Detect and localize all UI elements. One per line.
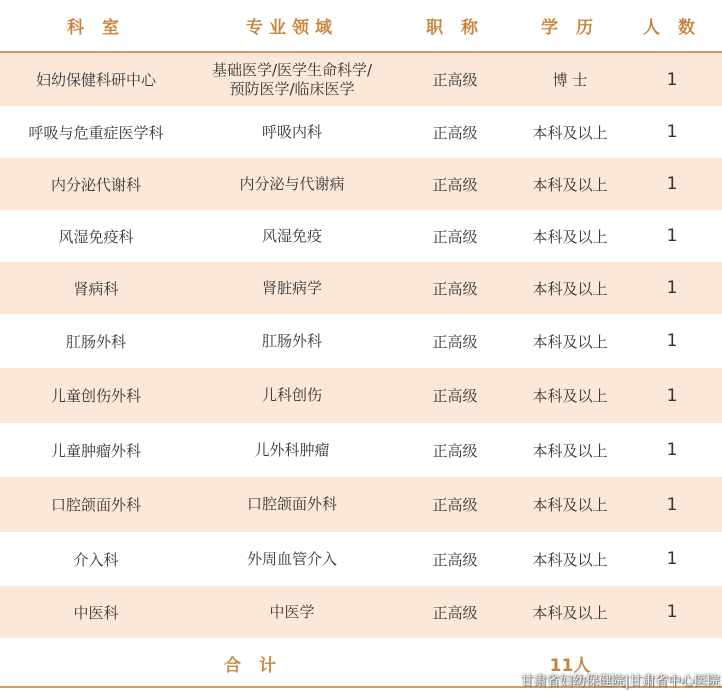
table-row: [0, 368, 722, 423]
field-cell: 口腔颌面外科: [192, 477, 392, 532]
table-header-row: [0, 0, 722, 52]
field-cell: 呼吸内科: [192, 106, 392, 158]
title-cell: 正高级: [392, 314, 518, 368]
header-title: 职 称: [392, 0, 518, 52]
field-cell: 儿外科肿瘤: [192, 423, 392, 477]
count-cell: 1: [622, 532, 722, 586]
title-cell: 正高级: [392, 532, 518, 586]
education-cell: 本科及以上: [518, 158, 622, 210]
field-cell: 儿科创伤: [192, 368, 392, 423]
table-row: [0, 210, 722, 262]
education-cell: 本科及以上: [518, 532, 622, 586]
dept-cell: 介入科: [0, 532, 192, 586]
count-cell: 1: [622, 314, 722, 368]
title-cell: 正高级: [392, 586, 518, 638]
title-cell: 正高级: [392, 262, 518, 314]
table-row: [0, 52, 722, 106]
education-cell: 博 士: [518, 52, 622, 106]
education-cell: 本科及以上: [518, 477, 622, 532]
count-cell: 1: [622, 262, 722, 314]
education-cell: 本科及以上: [518, 423, 622, 477]
table-row: [0, 262, 722, 314]
table-row: [0, 158, 722, 210]
title-cell: 正高级: [392, 106, 518, 158]
field-cell: 肛肠外科: [192, 314, 392, 368]
education-cell: 本科及以上: [518, 210, 622, 262]
dept-cell: 儿童创伤外科: [0, 368, 192, 423]
total-value: 11人: [518, 638, 622, 688]
education-cell: 本科及以上: [518, 314, 622, 368]
table-row: [0, 106, 722, 158]
count-cell: 1: [622, 106, 722, 158]
count-cell: 1: [622, 158, 722, 210]
education-cell: 本科及以上: [518, 106, 622, 158]
dept-cell: 口腔颌面外科: [0, 477, 192, 532]
header-field: 专业领域: [192, 0, 392, 52]
dept-cell: 风湿免疫科: [0, 210, 192, 262]
field-cell: 肾脏病学: [192, 262, 392, 314]
dept-cell: 儿童肿瘤外科: [0, 423, 192, 477]
count-cell: 1: [622, 586, 722, 638]
header-dept: 科 室: [0, 0, 192, 52]
count-cell: 1: [622, 368, 722, 423]
table-row: [0, 532, 722, 586]
table-row: [0, 586, 722, 638]
table-body: [0, 52, 722, 638]
count-cell: 1: [622, 423, 722, 477]
header-count: 人 数: [622, 0, 722, 52]
dept-cell: 妇幼保健科研中心: [0, 52, 192, 106]
title-cell: 正高级: [392, 52, 518, 106]
title-cell: 正高级: [392, 477, 518, 532]
dept-cell: 呼吸与危重症医学科: [0, 106, 192, 158]
dept-cell: 内分泌代谢科: [0, 158, 192, 210]
table-row: [0, 314, 722, 368]
header-education: 学 历: [518, 0, 622, 52]
dept-cell: 肾病科: [0, 262, 192, 314]
field-cell: 基础医学/医学生命科学/ 预防医学/临床医学: [192, 52, 392, 106]
education-cell: 本科及以上: [518, 368, 622, 423]
field-cell: 内分泌与代谢病: [192, 158, 392, 210]
table-row: [0, 423, 722, 477]
education-cell: 本科及以上: [518, 262, 622, 314]
count-cell: 1: [622, 210, 722, 262]
field-cell: 中医学: [192, 586, 392, 638]
title-cell: 正高级: [392, 158, 518, 210]
title-cell: 正高级: [392, 423, 518, 477]
title-cell: 正高级: [392, 368, 518, 423]
field-cell: 风湿免疫: [192, 210, 392, 262]
watermark: 甘肃省妇幼保健院|甘肃省中心医院: [520, 674, 720, 689]
field-cell: 外周血管介入: [192, 532, 392, 586]
count-cell: 1: [622, 52, 722, 106]
title-cell: 正高级: [392, 210, 518, 262]
count-cell: 1: [622, 477, 722, 532]
total-label: 合计: [0, 638, 518, 688]
education-cell: 本科及以上: [518, 586, 622, 638]
dept-cell: 肛肠外科: [0, 314, 192, 368]
table-row: [0, 477, 722, 532]
dept-cell: 中医科: [0, 586, 192, 638]
